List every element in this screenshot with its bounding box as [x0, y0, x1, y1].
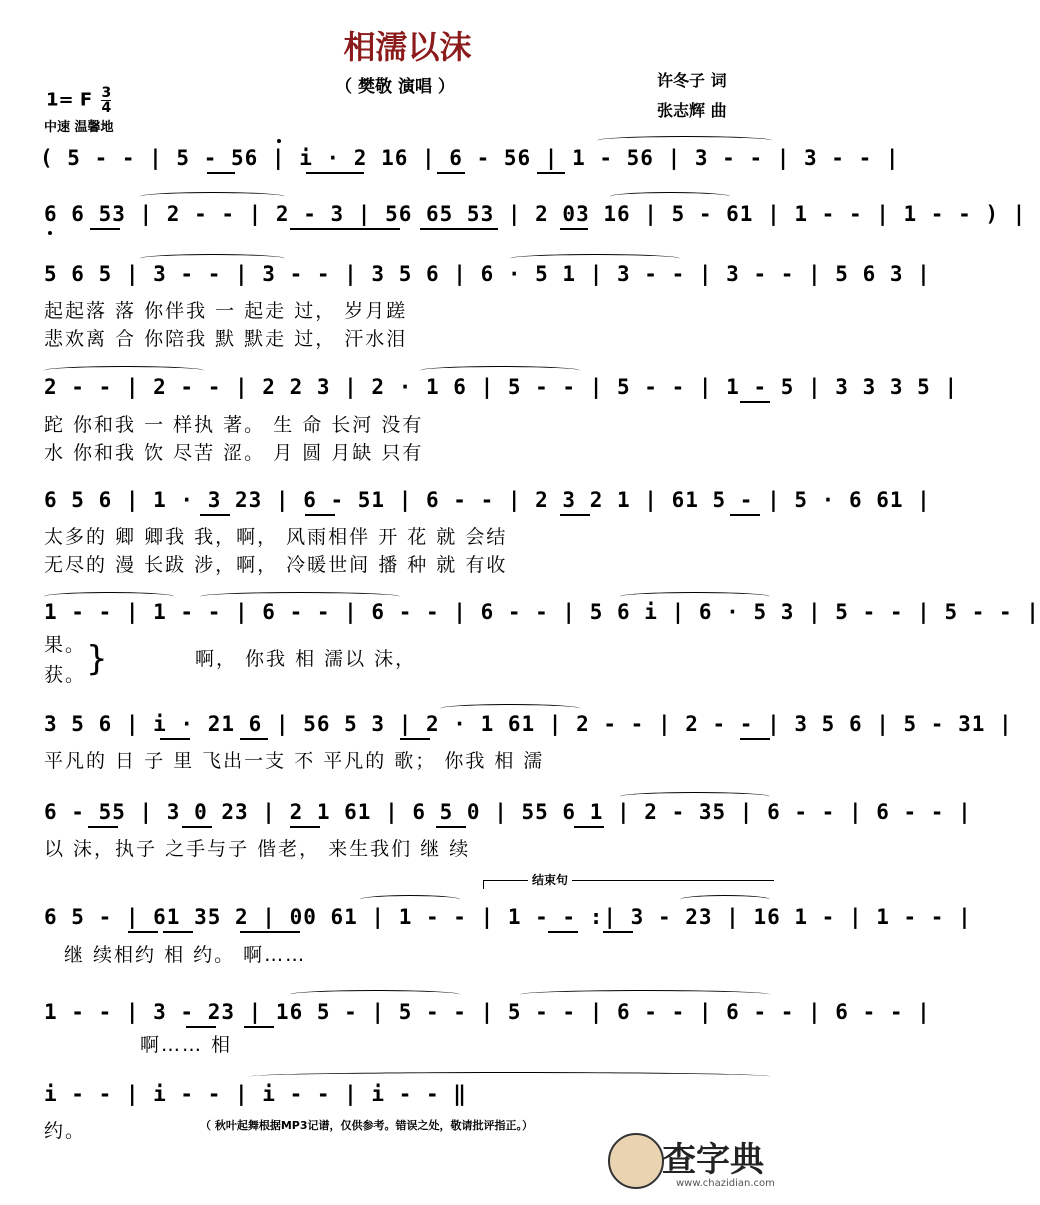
underline: [730, 514, 760, 516]
lyric-verse-1: 以 沫，执子 之手与子 偕老， 来生我们 继 续: [44, 838, 471, 860]
tie-mark: [620, 792, 770, 801]
underline: [537, 172, 565, 174]
lyric-verse-1: 啊…… 相: [140, 1034, 233, 1056]
tie-mark: [44, 592, 174, 601]
underline: [603, 931, 633, 933]
low-octave-dot: [48, 231, 52, 235]
score-line-2: 6 6 53 | 2 - - | 2 - 3 | 56 65 53 | 2 03 16 | 5 - 61 | 1 - - | 1 - - ) |: [44, 202, 1027, 226]
watermark-url: www.chazidian.com: [676, 1178, 775, 1189]
score-line-7: 3 5 6 | i · 21 6 | 56 5 3 | 2 · 1 61 | 2 - - | 2 - - | 3 5 6 | 5 - 31 |: [44, 712, 1013, 736]
underline: [244, 1026, 274, 1028]
tempo-marking: 中速 温馨地: [44, 120, 114, 135]
underline: [240, 738, 268, 740]
score-line-10: 1 - - | 3 - 23 | 16 5 - | 5 - - | 5 - - | 6 - - | 6 - - | 6 - - |: [44, 1000, 931, 1024]
score-line-4: 2 - - | 2 - - | 2 2 3 | 2 · 1 6 | 5 - - | 5 - - | 1 - 5 | 3 3 3 5 |: [44, 375, 959, 399]
underline: [290, 826, 320, 828]
underline: [90, 228, 120, 230]
underline: [420, 228, 498, 230]
underline: [548, 931, 578, 933]
tie-mark: [140, 254, 285, 263]
lyric-verse-2: 悲欢离 合 你陪我 默 默走 过， 汗水泪: [44, 328, 408, 350]
singer-credit: （ 樊敬 演唱 ）: [335, 77, 455, 97]
tie-mark: [420, 366, 580, 375]
underline: [560, 514, 590, 516]
watermark-brand: 查字典: [662, 1140, 764, 1180]
tie-mark: [680, 895, 770, 904]
score-line-5: 6 5 6 | 1 · 3 23 | 6 - 51 | 6 - - | 2 3 2 1 | 61 5 - | 5 · 6 61 |: [44, 488, 931, 512]
lyricist-credit: 许冬子 词: [657, 71, 727, 90]
transcriber-note: （ 秋叶起舞根据MP3记谱，仅供参考。错误之处，敬请批评指正。）: [200, 1119, 533, 1132]
mascot-icon: [608, 1133, 664, 1189]
tie-mark: [44, 366, 204, 375]
underline: [128, 931, 158, 933]
lyric-verse-1: 平凡的 日 子 里 飞出一支 不 平凡的 歌； 你我 相 濡: [44, 750, 545, 772]
underline: [305, 514, 335, 516]
underline: [574, 826, 604, 828]
tie-mark: [610, 192, 730, 201]
lyric-chorus: 啊， 你我 相 濡以 沫，: [195, 648, 417, 670]
composer-credit: 张志辉 曲: [657, 101, 727, 120]
underline: [400, 738, 430, 740]
tie-mark: [140, 192, 285, 201]
time-top: 3: [101, 85, 112, 101]
lyric-verse-1: 约。: [44, 1120, 87, 1142]
underline: [207, 172, 235, 174]
ending-bracket: [483, 880, 774, 889]
underline: [200, 514, 230, 516]
lyric-verse-1: 继 续相约 相 约。 啊……: [64, 944, 307, 966]
underline: [88, 826, 118, 828]
underline: [560, 228, 588, 230]
underline: [740, 738, 770, 740]
lyric-verse-1: 太多的 卿 卿我 我，啊， 风雨相伴 开 花 就 会结: [44, 526, 508, 548]
tie-mark: [200, 592, 400, 601]
underline: [182, 826, 212, 828]
underline: [436, 826, 466, 828]
underline: [163, 931, 193, 933]
tie-mark: [250, 1072, 770, 1081]
lyric-verse-2: 获。: [44, 664, 87, 686]
underline: [437, 172, 465, 174]
tie-mark: [360, 895, 460, 904]
underline: [160, 738, 190, 740]
tie-mark: [290, 990, 460, 999]
tie-mark: [510, 254, 680, 263]
underline: [186, 1026, 216, 1028]
lyric-verse-1: 起起落 落 你伴我 一 起走 过， 岁月蹉: [44, 300, 408, 322]
tie-mark: [597, 136, 772, 145]
score-line-1: ( 5 - - | 5 - 56 | i · 2 16 | 6 - 56 | 1 - 56 | 3 - - | 3 - - |: [40, 146, 900, 170]
lyric-verse-1: 果。: [44, 634, 87, 656]
underline: [290, 228, 400, 230]
underline: [740, 401, 770, 403]
score-line-3: 5 6 5 | 3 - - | 3 - - | 3 5 6 | 6 · 5 1 | 3 - - | 3 - - | 5 6 3 |: [44, 262, 931, 286]
score-line-8: 6 - 55 | 3 0 23 | 2 1 61 | 6 5 0 | 55 6 1 | 2 - 35 | 6 - - | 6 - - |: [44, 800, 972, 824]
score-line-11: i - - | i - - | i - - | i - - ‖: [44, 1082, 467, 1106]
underline: [306, 172, 364, 174]
ending-label: 结束句: [528, 871, 572, 888]
underline: [240, 931, 300, 933]
song-title: 相濡以沫: [343, 28, 472, 66]
lyric-verse-2: 无尽的 漫 长跋 涉，啊， 冷暖世间 播 种 就 有收: [44, 554, 508, 576]
time-signature: [101, 86, 111, 115]
high-octave-dot: [277, 139, 281, 143]
lyric-verse-1: 跎 你和我 一 样执 著。 生 命 长河 没有: [44, 414, 424, 436]
verse-brace: }: [86, 639, 108, 679]
score-line-9: 6 5 - | 61 35 2 | 00 61 | 1 - - | 1 - - :| 3 - 23 | 16 1 - | 1 - - |: [44, 905, 972, 929]
time-bottom: 4: [101, 100, 112, 116]
tie-mark: [520, 990, 770, 999]
tie-mark: [620, 592, 770, 601]
key-label: 1= F: [46, 89, 93, 111]
lyric-verse-2: 水 你和我 饮 尽苦 涩。 月 圆 月缺 只有: [44, 442, 424, 464]
score-line-6: 1 - - | 1 - - | 6 - - | 6 - - | 6 - - | 5 6 i | 6 · 5 3 | 5 - - | 5 - - |: [44, 600, 1040, 624]
key-signature: [46, 86, 111, 115]
tie-mark: [440, 704, 580, 713]
